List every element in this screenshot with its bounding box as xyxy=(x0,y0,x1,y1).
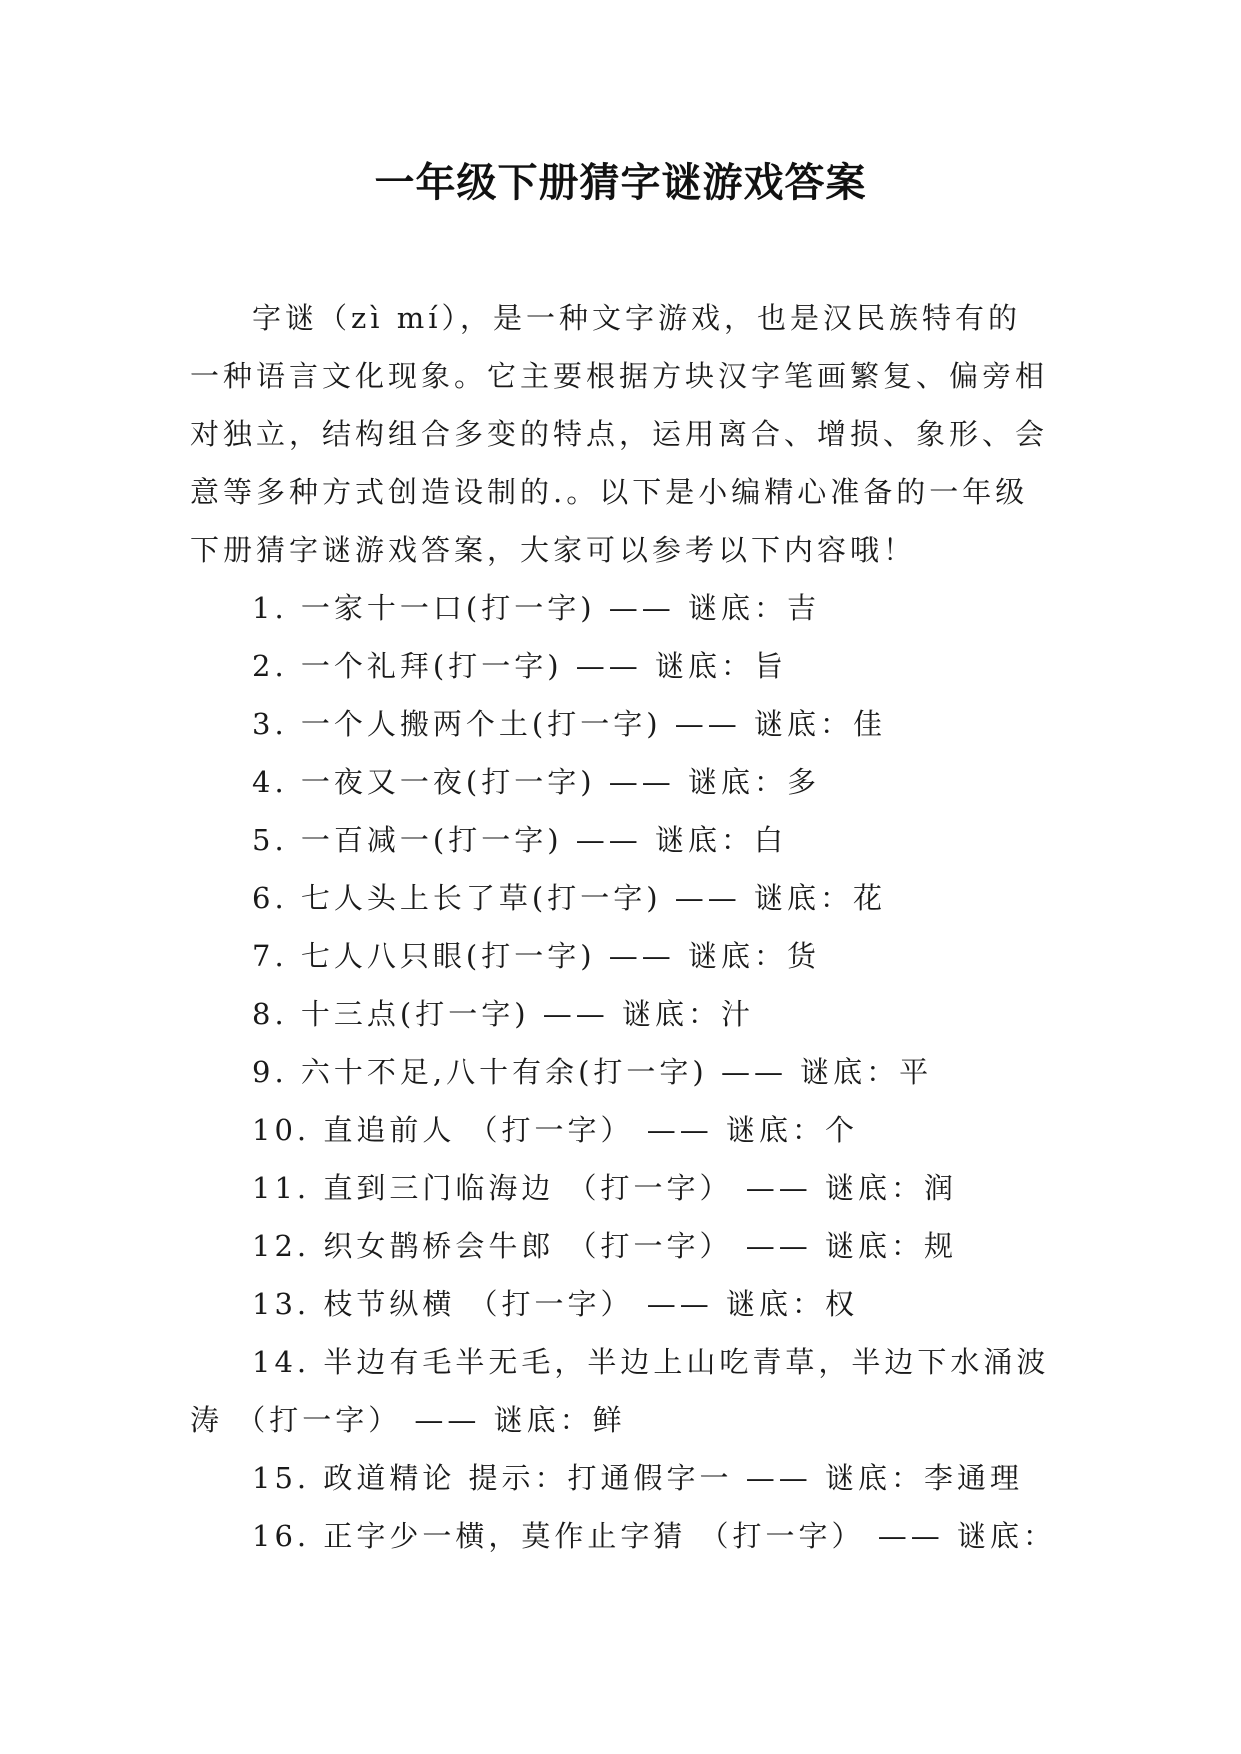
riddle-item: 10. 直追前人 （打一字） —— 谜底：个 xyxy=(252,1113,858,1147)
intro-line: 字谜（zì mí），是一种文字游戏，也是汉民族特有的 xyxy=(252,301,1022,335)
riddle-item: 7. 七人八只眼(打一字) —— 谜底：货 xyxy=(252,939,820,973)
intro-line: 一种语言文化现象。它主要根据方块汉字笔画繁复、偏旁相 xyxy=(190,359,1049,393)
intro-line: 对独立，结构组合多变的特点，运用离合、增损、象形、会 xyxy=(190,417,1049,451)
intro-line: 下册猜字谜游戏答案，大家可以参考以下内容哦！ xyxy=(190,533,917,567)
document-body xyxy=(190,289,1070,1565)
riddle-item: 15. 政道精论 提示：打通假字一 —— 谜底：李通理 xyxy=(252,1461,1023,1495)
riddle-item: 2. 一个礼拜(打一字) —— 谜底：旨 xyxy=(252,649,787,683)
riddle-item: 5. 一百减一(打一字) —— 谜底：白 xyxy=(252,823,787,857)
riddle-item: 4. 一夜又一夜(打一字) —— 谜底：多 xyxy=(252,765,820,799)
riddle-item: 8. 十三点(打一字) —— 谜底：汁 xyxy=(252,997,754,1031)
intro-line: 意等多种方式创造设制的.。以下是小编精心准备的一年级 xyxy=(190,475,1029,509)
riddle-item: 1. 一家十一口(打一字) —— 谜底：吉 xyxy=(252,591,820,625)
riddle-item: 12. 织女鹊桥会牛郎 （打一字） —— 谜底：规 xyxy=(252,1229,957,1263)
riddle-item: 13. 枝节纵横 （打一字） —— 谜底：权 xyxy=(252,1287,858,1321)
riddle-item-continuation: 涛 （打一字） —— 谜底：鲜 xyxy=(190,1403,626,1437)
document-title: 一年级下册猜字谜游戏答案 xyxy=(374,160,867,206)
riddle-item: 14. 半边有毛半无毛，半边上山吃青草，半边下水涌波 xyxy=(252,1345,1050,1379)
riddle-item: 16. 正字少一横，莫作止字猜 （打一字） —— 谜底： xyxy=(252,1519,1056,1553)
riddle-item: 11. 直到三门临海边 （打一字） —— 谜底：润 xyxy=(252,1171,957,1205)
riddle-item: 6. 七人头上长了草(打一字) —— 谜底：花 xyxy=(252,881,886,915)
riddle-item: 9. 六十不足,八十有余(打一字) —— 谜底：平 xyxy=(252,1055,933,1089)
riddle-item: 3. 一个人搬两个土(打一字) —— 谜底：佳 xyxy=(252,707,886,741)
